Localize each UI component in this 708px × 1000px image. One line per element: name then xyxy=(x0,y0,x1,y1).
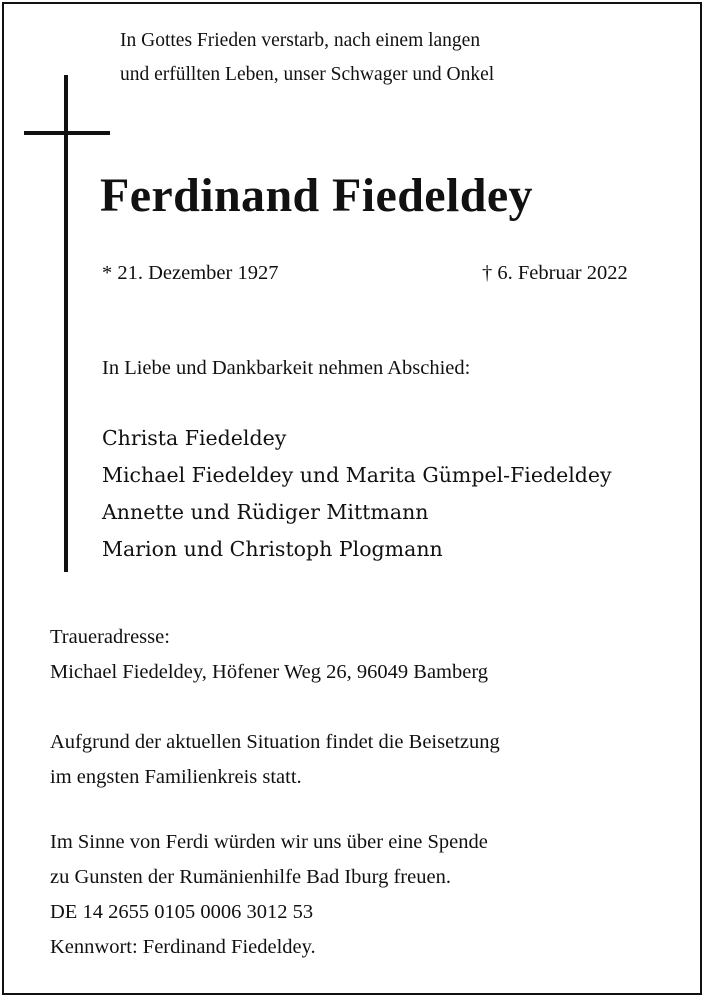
address-value: Michael Fiedeldey, Höfener Weg 26, 96049 Bamberg xyxy=(50,661,489,683)
intro-text xyxy=(120,24,494,92)
mourner-item: Christa Fiedeldey xyxy=(102,426,287,450)
situation-line-1: Aufgrund der aktuellen Situation findet die Beisetzung xyxy=(50,731,500,753)
donation-notice xyxy=(50,825,488,965)
death-date: † 6. Februar 2022 xyxy=(482,262,628,284)
situation-line-2: im engsten Familienkreis statt. xyxy=(50,766,302,788)
donation-line-1: Im Sinne von Ferdi würden wir uns über eine Spende xyxy=(50,831,488,853)
funeral-notice xyxy=(50,725,500,795)
cross-vertical-bar xyxy=(64,75,68,572)
donation-iban: DE 14 2655 0105 0006 3012 53 xyxy=(50,901,314,923)
address-label: Traueradresse: xyxy=(50,626,170,648)
intro-line-1: In Gottes Frieden verstarb, nach einem langen xyxy=(120,30,481,51)
donation-keyword: Kennwort: Ferdinand Fiedeldey. xyxy=(50,936,316,958)
mourners-list xyxy=(102,420,612,568)
intro-line-2: und erfüllten Leben, unser Schwager und Onkel xyxy=(120,64,495,85)
mourning-address xyxy=(50,620,488,690)
birth-date: * 21. Dezember 1927 xyxy=(102,262,279,284)
cross-horizontal-bar xyxy=(24,131,110,135)
mourner-item: Annette und Rüdiger Mittmann xyxy=(102,500,429,524)
farewell-heading: In Liebe und Dankbarkeit nehmen Abschied: xyxy=(102,357,471,379)
mourner-item: Michael Fiedeldey und Marita Gümpel-Fiedeldey xyxy=(102,463,612,487)
deceased-name: Ferdinand Fiedeldey xyxy=(100,169,533,222)
donation-line-2: zu Gunsten der Rumänienhilfe Bad Iburg freuen. xyxy=(50,866,451,888)
mourner-item: Marion und Christoph Plogmann xyxy=(102,537,443,561)
